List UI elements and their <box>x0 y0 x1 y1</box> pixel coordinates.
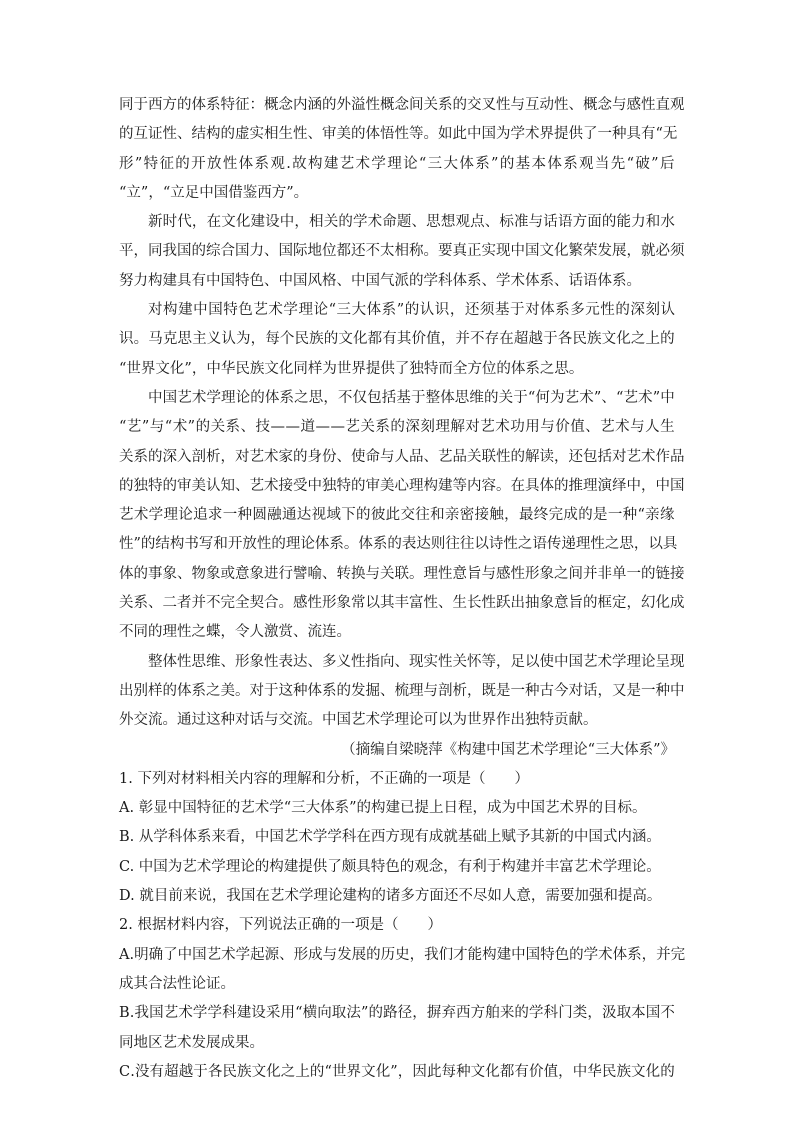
text-line: 成其合法性论证。 <box>119 975 235 992</box>
text-line: 不同的理性之蝶，令人激赏、流连。 <box>119 624 351 641</box>
text-line: 努力构建具有中国特色、中国风格、中国气派的学科体系、学术体系、话语体系。 <box>119 272 641 289</box>
text-line: “ 艺 ” 与 “ 术 ” 的 关 系 、 技 — — 道 — — 艺 关 系 的 深 刻 理 解 对 艺 术 功 用 与 价 值 、 艺 术 与 人 生 <box>119 419 675 436</box>
text-line: C. 中国为艺术学理论的构建提供了颇具特色的观念，有利于构建并丰富艺术学理论。 <box>119 858 661 875</box>
text-line: 新 时 代 ， 在 文 化 建 设 中 ， 相 关 的 学 术 命 题 、 思 想 观 点 、 标 准 与 话 语 方 面 的 能 力 和 水 <box>148 214 675 231</box>
text-line: B. 从学科体系来看，中国艺术学学科在西方现有成就基础上赋予其新的中国式内涵。 <box>119 829 661 846</box>
text-line: 关 系 的 深 入 剖 析 ， 对 艺 术 家 的 身 份 、 使 命 与 人 品 、 艺 品 关 联 性 的 解 读 ， 还 包 括 对 艺 术 作 品 <box>119 448 685 465</box>
text-line: 形 ” 特 征 的 开 放 性 体 系 观 . 故 构 建 艺 术 学 理 论 “ 三 大 体 系 ” 的 基 本 体 系 观 当 先 “ 破 ” 后 <box>119 155 675 172</box>
text-line: 体 的 事 象 、 物 象 或 意 象 进 行 譬 喻 、 转 换 与 关 联 。 理 性 意 旨 与 感 性 形 象 之 间 并 非 单 一 的 链 接 <box>119 565 685 582</box>
text-line: 中 国 艺 术 学 理 论 的 体 系 之 思 ， 不 仅 包 括 基 于 整 体 思 维 的 关 于 “ 何 为 艺 术 ” 、 “ 艺 术 ” 中 <box>148 389 675 406</box>
text-line: C . 没 有 超 越 于 各 民 族 文 化 之 上 的 “ 世 界 文 化 ” ， 因 此 每 种 文 化 都 有 价 值 ， 中 华 民 族 文 化 的 <box>119 1063 675 1080</box>
text-line: 同地区艺术发展成果。 <box>119 1034 264 1051</box>
text-line: 整 体 性 思 维 、 形 象 性 表 达 、 多 义 性 指 向 、 现 实 性 关 怀 等 ， 足 以 使 中 国 艺 术 学 理 论 呈 现 <box>148 653 685 670</box>
text-line: 的 互 证 性 、 结 构 的 虚 实 相 生 性 、 审 美 的 体 悟 性 等 。 如 此 中 国 为 学 术 界 提 供 了 一 种 具 有 “ 无 <box>119 126 678 143</box>
text-line: B . 我 国 艺 术 学 学 科 建 设 采 用 “ 横 向 取 法 ” 的 路 径 ， 摒 弃 西 方 舶 来 的 学 科 门 类 ， 汲 取 本 国 不 <box>119 1005 675 1022</box>
text-line: “立”，“立足中国借鉴西方”。 <box>119 184 309 201</box>
text-line: “世界文化”，中华民族文化同样为世界提供了独特而全方位的体系之思。 <box>119 360 584 377</box>
text-line: 艺 术 学 理 论 追 求 一 种 圆 融 通 达 视 域 下 的 彼 此 交 往 和 亲 密 接 触 ， 最 终 完 成 的 是 一 种 “ 亲 缘 <box>119 507 675 524</box>
text-line: A. 彰显中国特征的艺术学“三大体系”的构建已提上日程，成为中国艺术界的目标。 <box>119 800 647 817</box>
text-line: （摘编自梁晓萍《构建中国艺术学理论“三大体系”》 <box>341 741 675 758</box>
text-line: 平 ， 同 我 国 的 综 合 国 力 、 国 际 地 位 都 还 不 太 相 称 。 要 真 正 实 现 中 国 文 化 繁 荣 发 展 ， 就 必 须 <box>119 243 685 260</box>
text-line: 识 。 马 克 思 主 义 认 为 ， 每 个 民 族 的 文 化 都 有 其 价 值 ， 并 不 存 在 超 越 于 各 民 族 文 化 之 上 的 <box>119 331 675 348</box>
document-page <box>119 91 686 1087</box>
text-line: A . 明 确 了 中 国 艺 术 学 起 源 、 形 成 与 发 展 的 历 史 ， 我 们 才 能 构 建 中 国 特 色 的 学 术 体 系 ， 并 完 <box>119 946 686 963</box>
text-line: 出 别 样 的 体 系 之 美 。 对 于 这 种 体 系 的 发 掘 、 梳 理 与 剖 析 ， 既 是 一 种 古 今 对 话 ， 又 是 一 种 中 <box>119 682 685 699</box>
text-line: 关 系 、 二 者 并 不 完 全 契 合 。 感 性 形 象 常 以 其 丰 富 性 、 生 长 性 跃 出 抽 象 意 旨 的 框 定 ， 幻 化 成 <box>119 595 685 612</box>
text-line: 2. 根据材料内容，下列说法正确的一项是（ ） <box>119 917 442 934</box>
text-line: D. 就目前来说，我国在艺术学理论建构的诸多方面还不尽如人意，需要加强和提高。 <box>119 888 662 905</box>
text-line: 的 独 特 的 审 美 认 知 、 艺 术 接 受 中 独 特 的 审 美 心 理 构 建 等 内 容 。 在 具 体 的 推 理 演 绎 中 ， 中 国 <box>119 477 685 494</box>
text-line: 同 于 西 方 的 体 系 特 征 ： 概 念 内 涵 的 外 溢 性 概 念 间 关 系 的 交 叉 性 与 互 动 性 、 概 念 与 感 性 直 观 <box>119 97 685 113</box>
text-line: 1. 下列对材料相关内容的理解和分析，不正确的一项是（ ） <box>119 770 529 787</box>
text-line: 对 构 建 中 国 特 色 艺 术 学 理 论 “ 三 大 体 系 ” 的 认 识 ， 还 须 基 于 对 体 系 多 元 性 的 深 刻 认 <box>148 302 675 319</box>
text-line: 性 ” 的 结 构 书 写 和 开 放 性 的 理 论 体 系 。 体 系 的 表 达 则 往 往 以 诗 性 之 语 传 递 理 性 之 思 ， 以 具 <box>119 536 678 553</box>
text-line: 外交流。通过这种对话与交流。中国艺术学理论可以为世界作出独特贡献。 <box>119 712 598 729</box>
